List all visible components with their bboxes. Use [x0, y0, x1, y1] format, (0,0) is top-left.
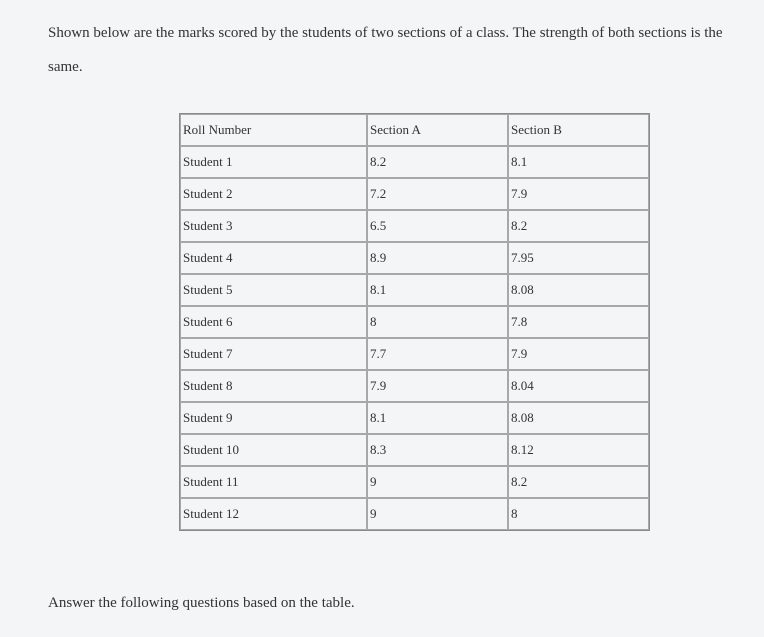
section-b-cell: 7.9	[508, 178, 649, 210]
roll-number-cell: Student 7	[180, 338, 367, 370]
section-a-cell: 8.3	[367, 434, 508, 466]
table-header-row	[180, 114, 649, 146]
roll-number-cell: Student 8	[180, 370, 367, 402]
section-b-cell: 8.08	[508, 274, 649, 306]
section-b-cell: 8.2	[508, 466, 649, 498]
section-a-cell: 8.1	[367, 274, 508, 306]
roll-number-cell: Student 2	[180, 178, 367, 210]
section-a-cell: 8.2	[367, 146, 508, 178]
table-row	[180, 434, 649, 466]
table-row	[180, 242, 649, 274]
table-row	[180, 306, 649, 338]
table-row	[180, 274, 649, 306]
marks-table-body	[180, 114, 649, 530]
header-section-a: Section A	[367, 114, 508, 146]
marks-table-container	[179, 113, 650, 531]
table-row	[180, 178, 649, 210]
section-b-cell: 8.1	[508, 146, 649, 178]
section-a-cell: 8.9	[367, 242, 508, 274]
header-section-b: Section B	[508, 114, 649, 146]
roll-number-cell: Student 11	[180, 466, 367, 498]
section-b-cell: 8	[508, 498, 649, 530]
section-a-cell: 7.9	[367, 370, 508, 402]
section-b-cell: 8.2	[508, 210, 649, 242]
table-row	[180, 466, 649, 498]
roll-number-cell: Student 10	[180, 434, 367, 466]
roll-number-cell: Student 3	[180, 210, 367, 242]
section-a-cell: 6.5	[367, 210, 508, 242]
section-b-cell: 7.9	[508, 338, 649, 370]
section-b-cell: 8.04	[508, 370, 649, 402]
table-row	[180, 338, 649, 370]
table-row	[180, 210, 649, 242]
marks-table	[179, 113, 650, 531]
table-row	[180, 498, 649, 530]
roll-number-cell: Student 4	[180, 242, 367, 274]
section-a-cell: 8.1	[367, 402, 508, 434]
table-row	[180, 370, 649, 402]
table-row	[180, 402, 649, 434]
header-roll-number: Roll Number	[180, 114, 367, 146]
roll-number-cell: Student 12	[180, 498, 367, 530]
questions-instruction: Answer the following questions based on the table.	[48, 595, 355, 611]
roll-number-cell: Student 6	[180, 306, 367, 338]
section-a-cell: 8	[367, 306, 508, 338]
roll-number-cell: Student 9	[180, 402, 367, 434]
section-a-cell: 9	[367, 466, 508, 498]
section-b-cell: 8.12	[508, 434, 649, 466]
section-b-cell: 7.8	[508, 306, 649, 338]
section-a-cell: 7.7	[367, 338, 508, 370]
section-a-cell: 9	[367, 498, 508, 530]
section-a-cell: 7.2	[367, 178, 508, 210]
section-b-cell: 8.08	[508, 402, 649, 434]
table-row	[180, 146, 649, 178]
intro-paragraph: Shown below are the marks scored by the students of two sections of a class. The strength of both sections is the same.	[48, 25, 723, 75]
roll-number-cell: Student 1	[180, 146, 367, 178]
section-b-cell: 7.95	[508, 242, 649, 274]
roll-number-cell: Student 5	[180, 274, 367, 306]
